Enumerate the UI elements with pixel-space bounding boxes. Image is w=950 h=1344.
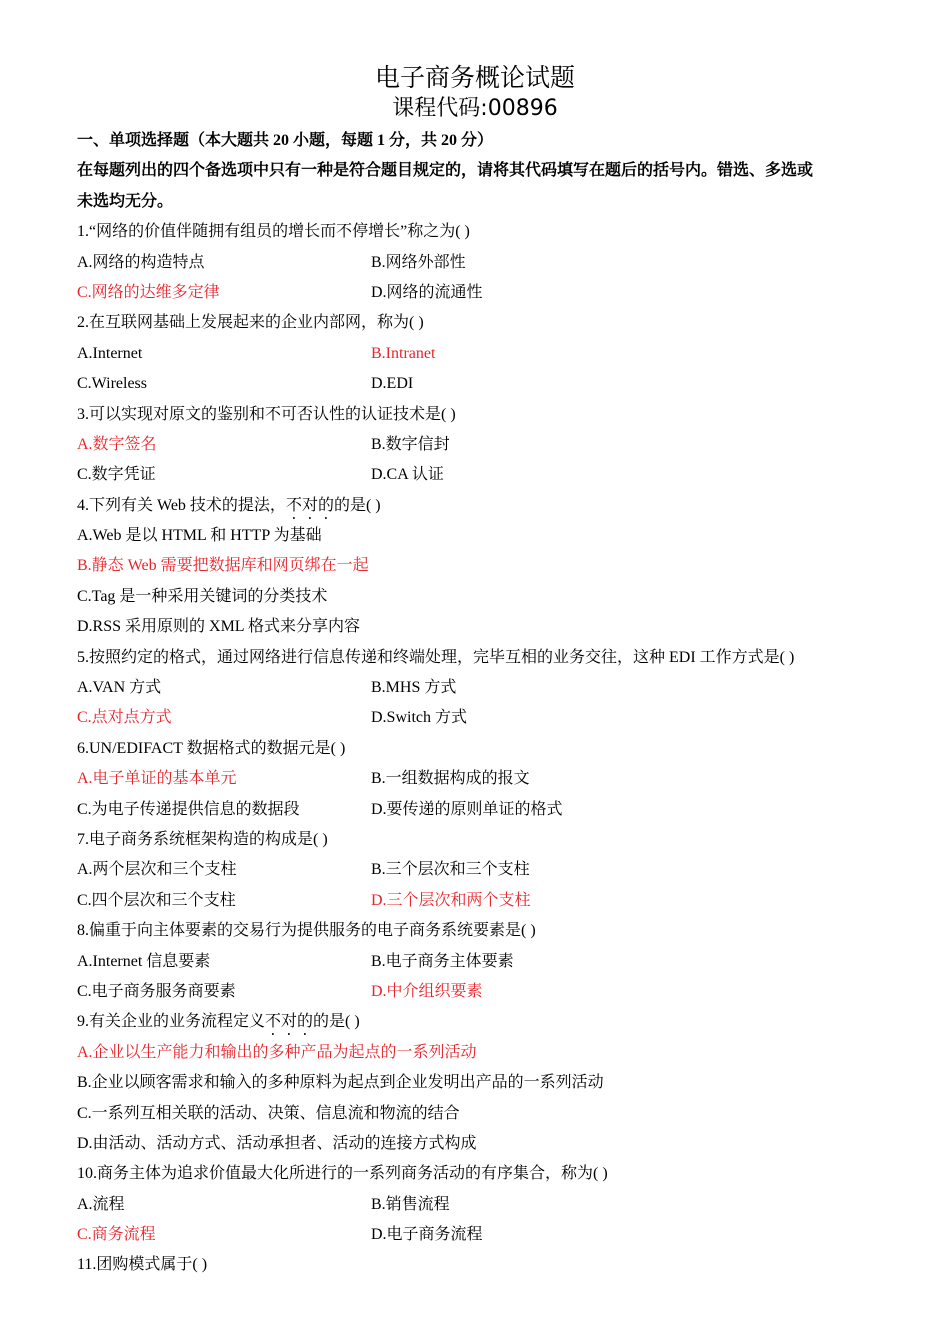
- option-a: A.两个层次和三个支柱: [77, 861, 237, 879]
- option-row: [77, 339, 877, 369]
- question-stem-10: 10.商务主体为追求价值最大化所进行的一系列商务活动的有序集合，称为( ): [77, 1165, 608, 1183]
- option-d: D.EDI: [371, 375, 414, 393]
- option-d: D.电子商务流程: [371, 1226, 483, 1244]
- option-d: D.Switch 方式: [371, 709, 468, 727]
- option-c: C.Tag 是一种采用关键词的分类技术: [77, 587, 328, 605]
- option-d: D.网络的流通性: [371, 283, 483, 301]
- option-d: D.RSS 采用原则的 XML 格式来分享内容: [77, 618, 360, 636]
- question-stem-1: 1.“网络的价值伴随拥有组员的增长而不停增长”称之为( ): [77, 223, 470, 241]
- option-row: [77, 764, 877, 794]
- option-a-answer: A.企业以生产能力和输出的多种产品为起点的一系列活动: [77, 1043, 477, 1061]
- instructions-line-1: 在每题列出的四个备选项中只有一种是符合题目规定的，请将其代码填写在题后的括号内。错选、多选或: [77, 162, 814, 180]
- option-row: [77, 947, 877, 977]
- exam-content: [77, 126, 877, 1281]
- option-b: B.一组数据构成的报文: [371, 770, 530, 788]
- option-a-answer: A.电子单证的基本单元: [77, 770, 237, 788]
- stem-text: 4.下列有关 Web 技术的提法，: [77, 496, 286, 514]
- option-c-answer: C.点对点方式: [77, 709, 172, 727]
- option-row: [77, 855, 877, 885]
- section-heading: 一、单项选择题（本大题共 20 小题，每题 1 分，共 20 分）: [77, 132, 494, 149]
- stem-text: 的是( ): [333, 496, 381, 514]
- option-c: C.Wireless: [77, 375, 148, 393]
- option-c: C.数字凭证: [77, 466, 156, 484]
- option-c-answer: C.商务流程: [77, 1226, 156, 1244]
- page-title: 电子商务概论试题: [374, 63, 575, 92]
- option-d: D.CA 认证: [371, 466, 444, 484]
- emphasis-text: 不对的: [285, 496, 334, 514]
- option-c: C.电子商务服务商要素: [77, 982, 236, 1000]
- option-row: [77, 673, 877, 703]
- option-row: [77, 1220, 877, 1250]
- option-c: C.为电子传递提供信息的数据段: [77, 800, 300, 818]
- question-stem-9: [77, 1007, 877, 1037]
- option-row: [77, 369, 877, 399]
- option-row: [77, 886, 877, 916]
- question-stem-11: 11.团购模式属于( ): [77, 1256, 208, 1274]
- option-row: [77, 278, 877, 308]
- option-row: [77, 460, 877, 490]
- option-b: B.网络外部性: [371, 253, 466, 271]
- option-row: [77, 703, 877, 733]
- option-row: [77, 795, 877, 825]
- question-stem-8: 8.偏重于向主体要素的交易行为提供服务的电子商务系统要素是( ): [77, 922, 536, 940]
- option-a: A.Internet: [77, 344, 143, 362]
- option-c-answer: C.网络的达维多定律: [77, 283, 220, 301]
- option-d-answer: D.三个层次和两个支柱: [371, 891, 531, 909]
- option-a: A.流程: [77, 1195, 125, 1213]
- stem-text: 9.有关企业的业务流程定义: [77, 1013, 266, 1031]
- option-b-answer: B.静态 Web 需要把数据库和网页绑在一起: [77, 557, 369, 575]
- option-c: C.一系列互相关联的活动、决策、信息流和物流的结合: [77, 1104, 460, 1122]
- option-row: [77, 1190, 877, 1220]
- option-b: B.MHS 方式: [371, 679, 457, 697]
- option-d-answer: D.中介组织要素: [371, 982, 483, 1000]
- option-b-answer: B.Intranet: [371, 344, 436, 362]
- option-a-answer: A.数字签名: [77, 435, 157, 453]
- option-d: D.要传递的原则单证的格式: [371, 800, 563, 818]
- option-a: A.网络的构造特点: [77, 253, 205, 271]
- option-row: [77, 248, 877, 278]
- question-stem-6: 6.UN/EDIFACT 数据格式的数据元是( ): [77, 739, 346, 757]
- emphasis-text: 不对的: [265, 1013, 314, 1031]
- option-b: B.销售流程: [371, 1195, 450, 1213]
- option-c: C.四个层次和三个支柱: [77, 891, 236, 909]
- course-code: 课程代码:00896: [392, 96, 558, 121]
- question-stem-7: 7.电子商务系统框架构造的构成是( ): [77, 830, 328, 848]
- option-a: A.Web 是以 HTML 和 HTTP 为基础: [77, 527, 322, 545]
- question-stem-5: 5.按照约定的格式，通过网络进行信息传递和终端处理，完毕互相的业务交往，这种 EDI 工作方式是( ): [77, 648, 795, 666]
- question-stem-2: 2.在互联网基础上发展起来的企业内部网，称为( ): [77, 314, 424, 332]
- stem-text: 的是( ): [313, 1013, 360, 1031]
- instructions-line-2: 未选均无分。: [77, 192, 174, 210]
- option-d: D.由活动、活动方式、活动承担者、活动的连接方式构成: [77, 1134, 477, 1152]
- option-row: [77, 430, 877, 460]
- option-b: B.数字信封: [371, 435, 450, 453]
- option-row: [77, 977, 877, 1007]
- option-b: B.企业以顾客需求和输入的多种原料为起点到企业发明出产品的一系列活动: [77, 1074, 604, 1092]
- option-a: A.VAN 方式: [77, 679, 162, 697]
- question-stem-4: [77, 491, 877, 521]
- option-a: A.Internet 信息要素: [77, 952, 211, 970]
- option-b: B.电子商务主体要素: [371, 952, 514, 970]
- question-stem-3: 3.可以实现对原文的鉴别和不可否认性的认证技术是( ): [77, 405, 456, 423]
- option-b: B.三个层次和三个支柱: [371, 861, 530, 879]
